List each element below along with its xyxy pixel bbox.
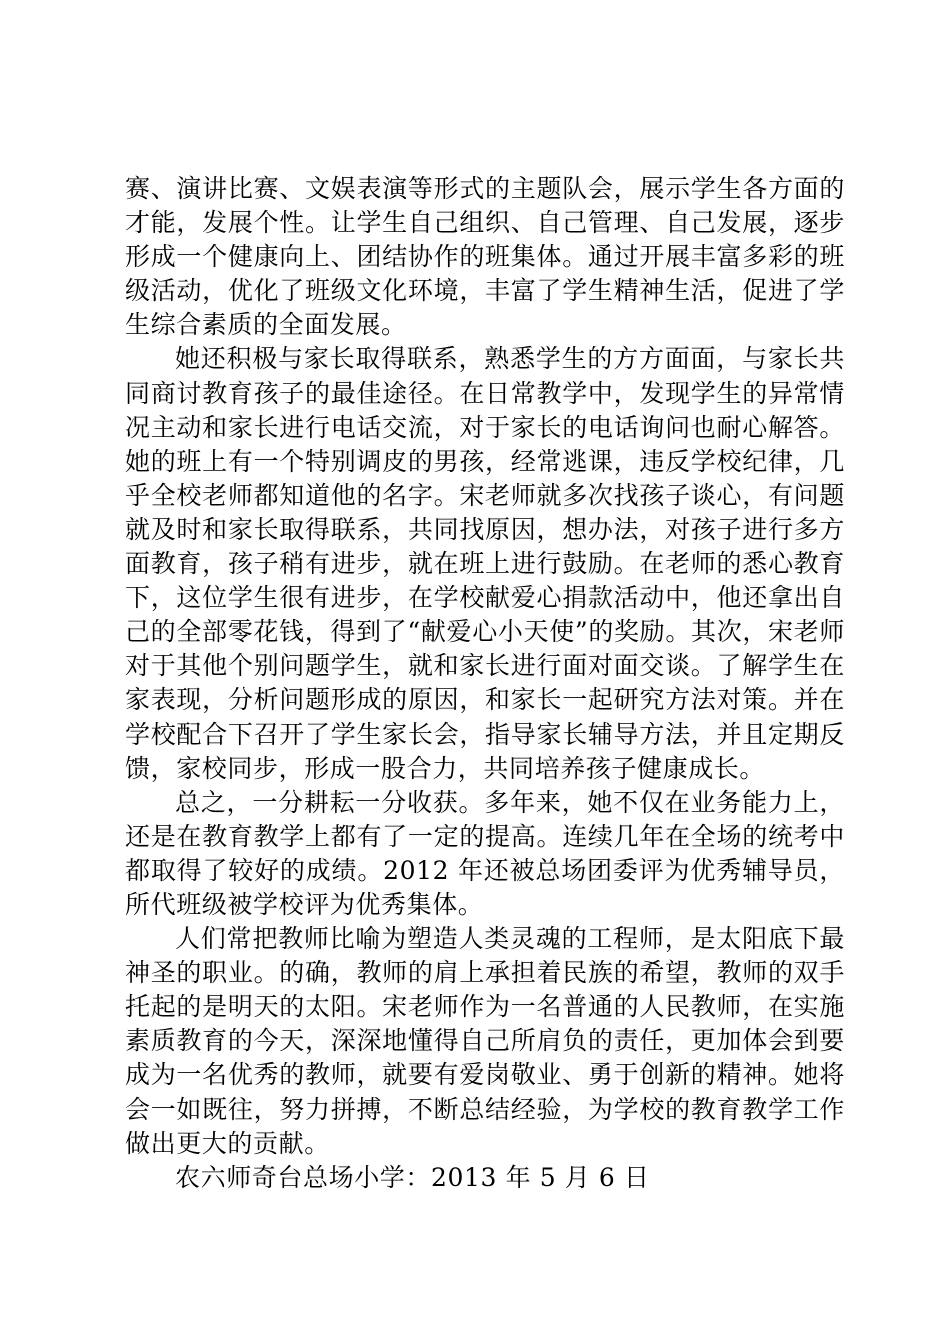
signature-line: 农六师奇台总场小学：2013 年 5 月 6 日	[175, 1162, 650, 1192]
paragraph-closing: 人们常把教师比喻为塑造人类灵魂的工程师，是太阳底下最神圣的职业。的确，教师的肩上承担着民族的希望，教师的双手托起的是明天的太阳。宋老师作为一名普通的人民教师，在实施素质教育的今天，深深地懂得自己所肩负的责任，更加体会到要成为一名优秀的教师，就要有爱岗敬业、勇于创新的精神。她将会一如既往，努力拼搏，不断总结经验，为学校的教育教学工作做出更大的贡献。	[125, 924, 845, 1158]
paragraph-summary: 总之，一分耕耘一分收获。多年来，她不仅在业务能力上，还是在教育教学上都有了一定的提高。连续几年在全场的统考中都取得了较好的成绩。2012 年还被总场团委评为优秀辅导员，所代班级被学校评为优秀集体。	[125, 787, 845, 919]
paragraph-continuation: 赛、演讲比赛、文娱表演等形式的主题队会，展示学生各方面的才能，发展个性。让学生自己组织、自己管理、自己发展，逐步形成一个健康向上、团结协作的班集体。通过开展丰富多彩的班级活动，优化了班级文化环境，丰富了学生精神生活，促进了学生综合素质的全面发展。	[125, 174, 845, 340]
paragraph-parent-contact: 她还积极与家长取得联系，熟悉学生的方方面面，与家长共同商讨教育孩子的最佳途径。在日常教学中，发现学生的异常情况主动和家长进行电话交流，对于家长的电话询问也耐心解答。她的班上有一个特别调皮的男孩，经常逃课，违反学校纪律，几乎全校老师都知道他的名字。宋老师就多次找孩子谈心，有问题就及时和家长取得联系，共同找原因，想办法，对孩子进行多方面教育，孩子稍有进步，就在班上进行鼓励。在老师的悉心教育下，这位学生很有进步，在学校献爱心捐款活动中，他还拿出自己的全部零花钱，得到了“献爱心小天使”的奖励。其次，宋老师对于其他个别问题学生，就和家长进行面对面交谈。了解学生在家表现，分析问题形成的原因，和家长一起研究方法对策。并在学校配合下召开了学生家长会，指导家长辅导方法，并且定期反馈，家校同步，形成一股合力，共同培养孩子健康成长。	[125, 344, 845, 783]
document-page	[125, 172, 845, 1195]
